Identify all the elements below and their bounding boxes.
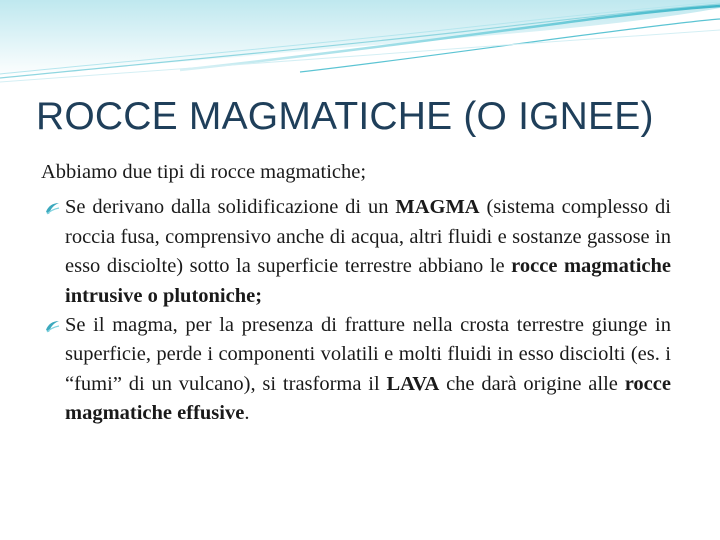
bullet-text: . xyxy=(244,402,250,425)
decorative-wave-header xyxy=(0,0,720,110)
bullet-item-intrusive xyxy=(41,193,671,311)
bullet-text-bold: rocce magmatiche effusive xyxy=(65,372,671,425)
bullet-text-bold: rocce magmatiche intrusive o plutoniche; xyxy=(65,255,671,307)
bullet-text: (sistema complesso di roccia fusa, comprensivo anche di acqua, altri fluidi e sostanze gassose in esso disciolte) sotto la superficie terrestre abbiano le xyxy=(65,196,671,278)
bullet-text-bold: LAVA xyxy=(386,372,440,395)
swoosh-bullet-icon xyxy=(44,200,61,217)
bullet-text: che darà origine alle xyxy=(439,372,625,395)
intro-text: Abbiamo due tipi di rocce magmatiche; xyxy=(41,161,367,183)
bullet-text: Se derivano dalla solidificazione di un xyxy=(65,196,396,219)
swoosh-bullet-icon xyxy=(44,318,61,335)
slide-title: ROCCE MAGMATICHE (O IGNEE) xyxy=(36,95,654,138)
slide-body xyxy=(41,158,671,429)
bullet-text: Se il magma, per la presenza di fratture nella crosta terrestre giunge in superficie, perde i componenti volatili e molti fluidi in esso disciolti (es. i “fumi” di un vulcano), si trasforma il xyxy=(65,314,671,395)
bullet-text-bold: MAGMA xyxy=(395,196,480,219)
bullet-item-effusive xyxy=(41,311,671,429)
